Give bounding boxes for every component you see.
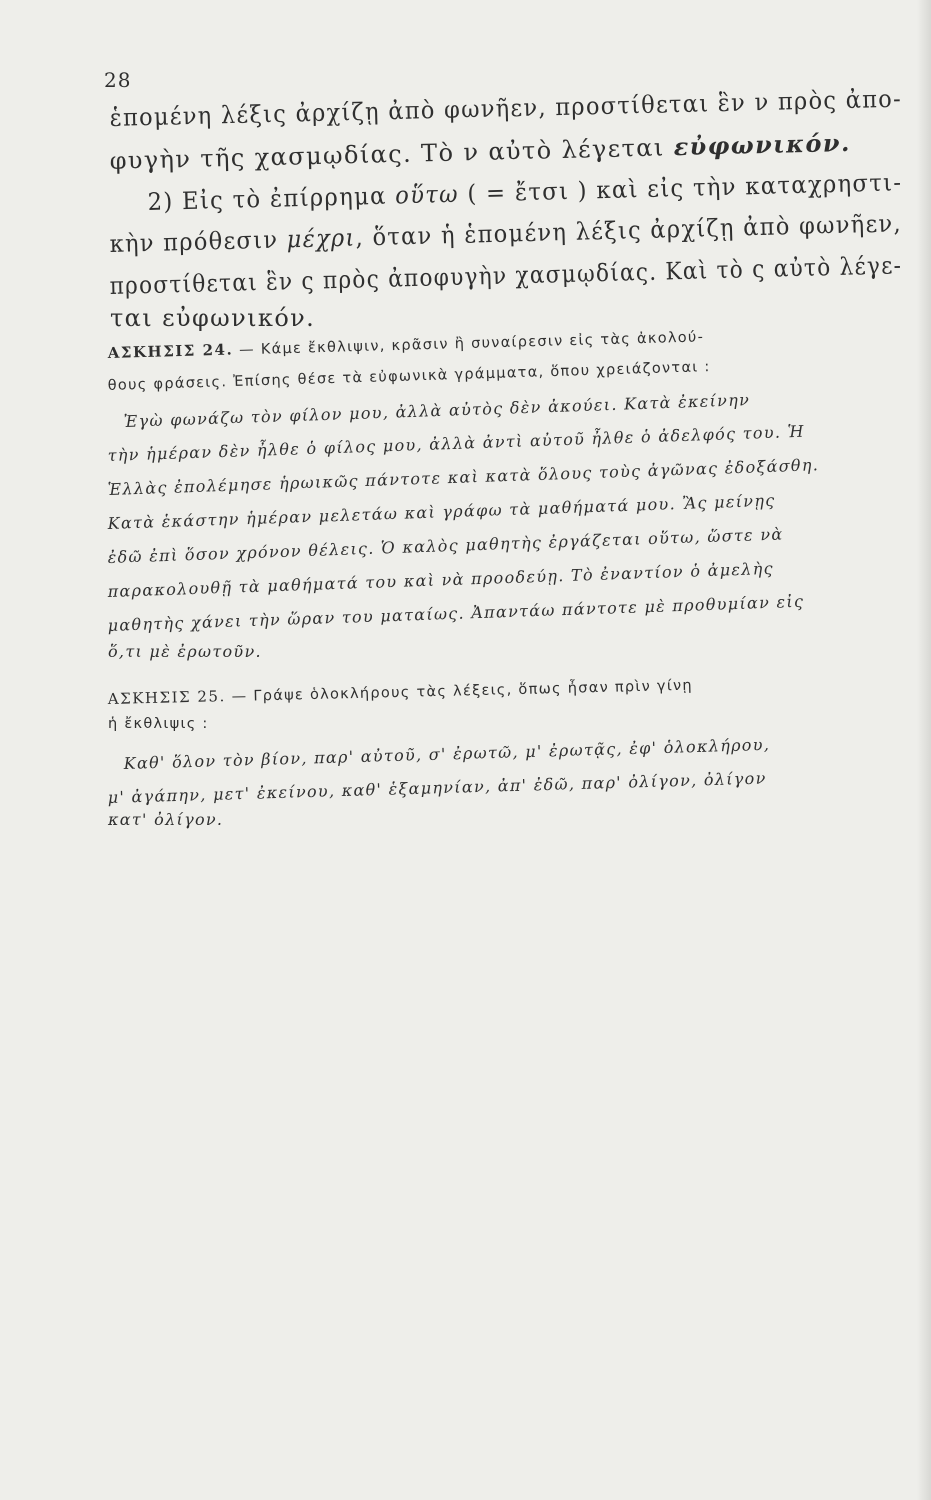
- text-span: ( = ἔτσι ) καὶ εἰς τὴν καταχρηστι-: [458, 168, 903, 208]
- exercise-24-instruction: [107, 359, 710, 394]
- text-span: 2) Εἰς τὸ ἐπίρρημα: [147, 181, 396, 216]
- page-edge-shadow: [917, 0, 931, 1500]
- text-span: κατ' ὀλίγον.: [108, 810, 224, 829]
- exercise-text-line: [107, 491, 775, 533]
- text-line: [147, 168, 902, 216]
- text-line: [109, 128, 851, 175]
- text-span: παρακολουθῇ τὰ μαθήματά του καὶ νὰ προοδεύῃ. Τὸ ἐναντίον ὁ ἀμελὴς: [107, 558, 775, 601]
- text-span: — Κάμε ἔκθλιψιν, κρᾶσιν ἢ συναίρεσιν εἰς τὰς ἀκολού-: [233, 329, 705, 359]
- text-span: Καθ' ὅλον τὸν βίον, παρ' αὐτοῦ, σ' ἐρωτῶ, μ' ἐρωτᾷς, ἐφ' ὁλοκλήρου,: [123, 734, 771, 773]
- text-span: ἑπομένη λέξις ἀρχίζῃ ἀπὸ φωνῆεν, προστίθεται ἓν ν πρὸς ἀπο-: [109, 84, 903, 132]
- exercise-text-line: [107, 559, 774, 601]
- exercise-heading: ΑΣΚΗΣΙΣ 24.: [107, 340, 234, 362]
- text-span: μαθητὴς χάνει τὴν ὥραν του ματαίως. Ἀπαντάω πάντοτε μὲ προθυμίαν εἰς: [107, 591, 805, 635]
- exercise-text-line: [123, 390, 750, 431]
- text-span: ἐδῶ ἐπὶ ὅσον χρόνον θέλεις. Ὁ καλὸς μαθητὴς ἐργάζεται οὕτω, ὥστε νὰ: [107, 524, 784, 567]
- text-span: προστίθεται ἓν ς πρὸς ἀποφυγὴν χασμῳδίας. Καὶ τὸ ς αὐτὸ λέγε-: [109, 251, 903, 300]
- text-span: μ' ἀγάπην, μετ' ἐκείνου, καθ' ἑξαμηνίαν, ἀπ' ἐδῶ, παρ' ὀλίγον, ὀλίγον: [107, 768, 767, 807]
- text-span: θους φράσεις. Ἐπίσης θέσε τὰ εὐφωνικὰ γράμματα, ὅπου χρειάζονται :: [107, 359, 711, 394]
- text-span: , ὅταν ἡ ἑπομένη λέξις ἀρχίζῃ ἀπὸ φωνῆεν,: [355, 209, 903, 252]
- exercise-text-line: [107, 768, 766, 807]
- emphasized-term: εὐφωνικόν.: [673, 127, 851, 162]
- text-line: [110, 304, 315, 332]
- text-span: τὴν ἡμέραν δὲν ἦλθε ὁ φίλος μου, ἀλλὰ ἀντὶ αὐτοῦ ἦλθε ὁ ἀδελφός του. Ἡ: [107, 421, 806, 465]
- exercise-24-instruction: [107, 327, 704, 362]
- text-span: ὅ,τι μὲ ἐρωτοῦν.: [108, 642, 262, 661]
- exercise-heading: ΑΣΚΗΣΙΣ 25.: [107, 687, 226, 708]
- exercise-text-line: [123, 735, 770, 773]
- page-number: 28: [104, 68, 132, 92]
- text-span: — Γράψε ὁλοκλήρους τὰς λέξεις, ὅπως ἦσαν πρὶν γίνῃ: [225, 677, 694, 706]
- text-span: κὴν πρόθεσιν: [109, 225, 288, 258]
- exercise-25-instruction: [108, 716, 209, 732]
- text-span: Ἐγὼ φωνάζω τὸν φίλον μου, ἀλλὰ αὐτὸς δὲν ἀκούει. Κατὰ ἐκείνην: [123, 390, 751, 431]
- text-line: [109, 85, 902, 132]
- exercise-25-instruction: [108, 676, 694, 708]
- text-span: ται εὐφωνικόν.: [110, 304, 316, 332]
- text-line: [109, 251, 902, 300]
- italic-term: οὕτω: [394, 179, 460, 210]
- exercise-text-line: [107, 592, 804, 635]
- italic-term: μέχρι: [286, 223, 356, 254]
- exercise-text-line: [108, 810, 223, 829]
- text-span: φυγὴν τῆς χασμῳδίας. Τὸ ν αὐτὸ λέγεται: [109, 133, 674, 175]
- exercise-text-line: [108, 642, 262, 661]
- text-line: [109, 209, 902, 258]
- exercise-text-line: [107, 524, 783, 567]
- text-span: Ἑλλὰς ἐπολέμησε ἡρωικῶς πάντοτε καὶ κατὰ ὅλους τοὺς ἀγῶνας ἐδοξάσθη.: [107, 455, 820, 499]
- text-span: Κατὰ ἑκάστην ἡμέραν μελετάω καὶ γράφω τὰ μαθήματά μου. Ἂς μείνῃς: [107, 490, 776, 533]
- text-span: ἡ ἔκθλιψις :: [108, 716, 209, 732]
